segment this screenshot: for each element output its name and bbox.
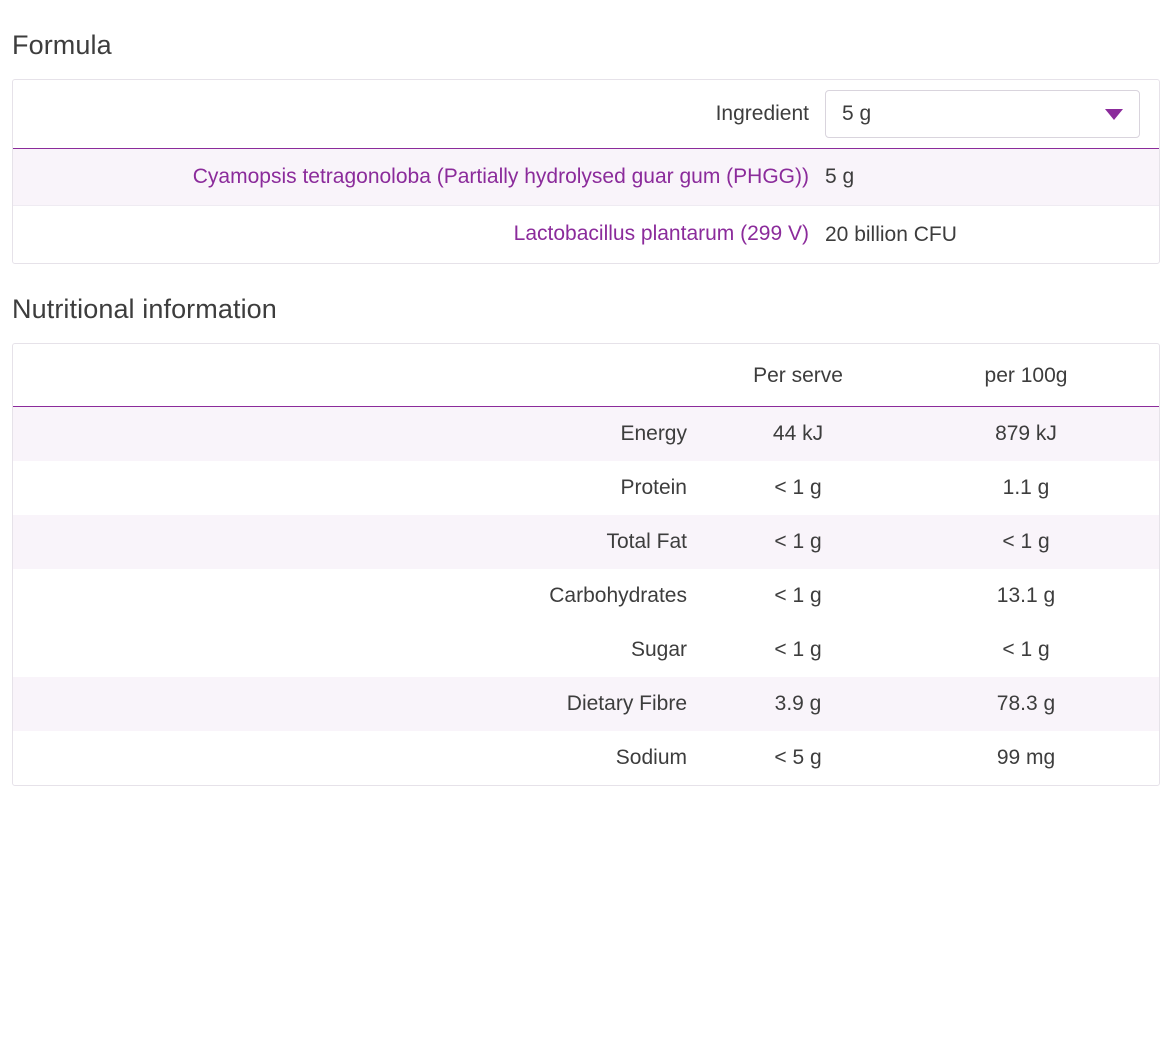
table-row xyxy=(13,569,1159,623)
nutrient-label: Protein xyxy=(620,475,687,499)
nutrient-label: Sugar xyxy=(630,637,687,661)
nutrition-table xyxy=(13,344,1159,785)
nutrient-label: Carbohydrates xyxy=(549,583,687,607)
nutrient-per-100g: < 1 g xyxy=(1002,637,1050,661)
serving-size-select-cell xyxy=(825,80,1159,149)
ingredient-name: Lactobacillus plantarum (299 V) xyxy=(513,222,809,246)
nutrient-per-serve: < 1 g xyxy=(774,475,822,499)
nutrient-per-serve: < 5 g xyxy=(774,745,822,769)
table-row xyxy=(13,461,1159,515)
ingredient-amount: 20 billion CFU xyxy=(825,222,957,246)
serving-size-select[interactable] xyxy=(825,90,1140,138)
formula-section-title: Formula xyxy=(12,30,112,60)
table-row xyxy=(13,406,1159,461)
formula-header-row xyxy=(13,80,1159,149)
table-row xyxy=(13,206,1159,263)
nutrient-label: Sodium xyxy=(615,745,687,769)
nutrient-label: Total Fat xyxy=(606,529,687,553)
chevron-down-icon[interactable] xyxy=(1105,109,1123,120)
table-row xyxy=(13,731,1159,785)
nutrient-per-100g: 78.3 g xyxy=(996,691,1056,715)
nutrition-header-row xyxy=(13,344,1159,407)
nutrition-card xyxy=(12,343,1160,786)
table-row xyxy=(13,677,1159,731)
nutrient-label: Dietary Fibre xyxy=(566,691,687,715)
nutrient-per-100g: 99 mg xyxy=(996,745,1056,769)
nutrient-per-100g: < 1 g xyxy=(1002,529,1050,553)
ingredient-name: Cyamopsis tetragonoloba (Partially hydrolysed guar gum (PHGG)) xyxy=(13,149,825,206)
nutrient-per-serve: < 1 g xyxy=(774,637,822,661)
table-row xyxy=(13,623,1159,677)
per-100g-column-header: per 100g xyxy=(893,344,1159,407)
nutrient-per-100g: 879 kJ xyxy=(995,421,1057,445)
nutrient-per-serve: < 1 g xyxy=(774,529,822,553)
nutrition-section-title: Nutritional information xyxy=(12,293,277,324)
per-serve-column-header: Per serve xyxy=(703,344,893,407)
nutrient-column-header xyxy=(13,344,703,407)
ingredient-amount: 5 g xyxy=(825,149,1159,206)
nutrient-per-100g: 13.1 g xyxy=(996,583,1056,607)
table-row xyxy=(13,515,1159,569)
formula-table xyxy=(13,80,1159,263)
nutrient-per-serve: < 1 g xyxy=(774,583,822,607)
nutrient-label: Energy xyxy=(620,421,687,445)
nutrient-per-serve: 3.9 g xyxy=(774,691,822,715)
nutrient-per-serve: 44 kJ xyxy=(772,421,824,445)
ingredient-column-header: Ingredient xyxy=(13,80,825,149)
serving-size-value: 5 g xyxy=(842,102,872,125)
nutrient-per-100g: 1.1 g xyxy=(1002,475,1050,499)
table-row xyxy=(13,149,1159,206)
formula-card xyxy=(12,79,1160,264)
